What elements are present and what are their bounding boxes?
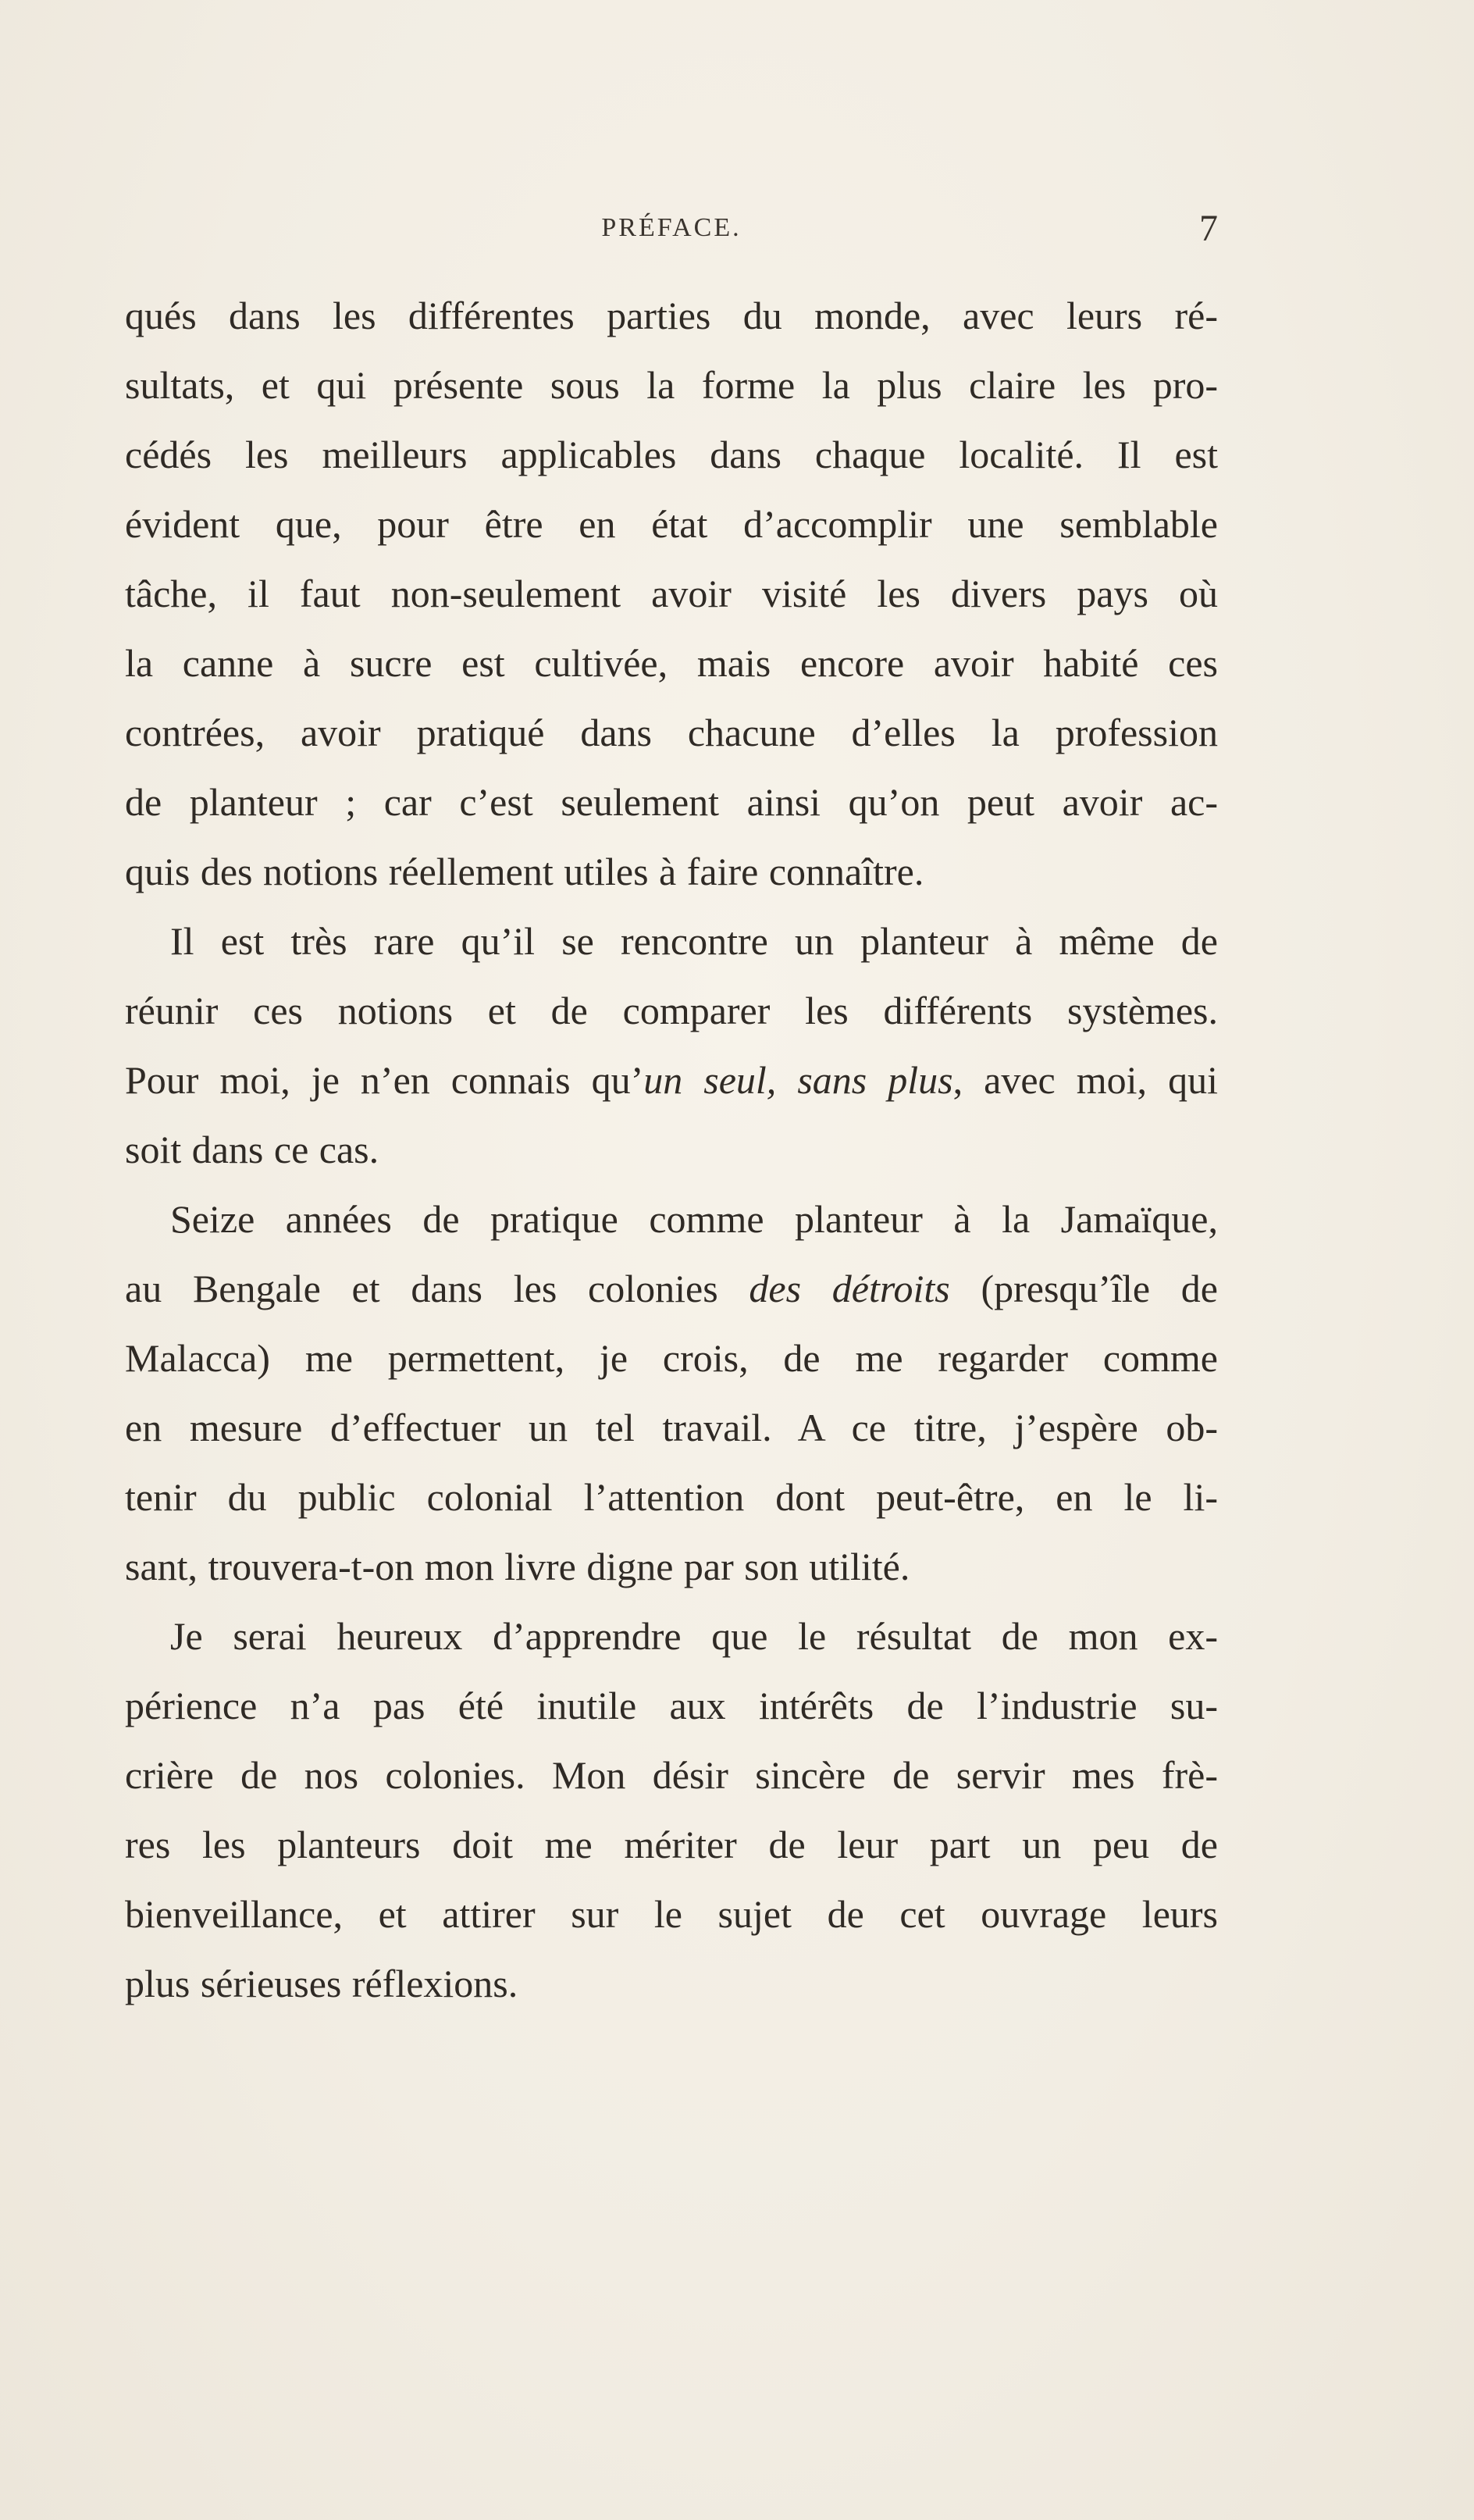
running-title: PRÉFACE. bbox=[601, 213, 742, 242]
text-segment: crière de nos colonies. Mon désir sincère de servir mes frè- bbox=[125, 1753, 1218, 1797]
text-line bbox=[125, 351, 1218, 420]
text-segment: quis des notions réellement utiles à faire connaître. bbox=[125, 850, 924, 893]
text-segment: la canne à sucre est cultivée, mais encore avoir habité ces bbox=[125, 641, 1218, 685]
text-line bbox=[125, 1324, 1218, 1393]
text-line bbox=[125, 1949, 1218, 2019]
text-line bbox=[125, 1602, 1218, 1671]
text-segment: Seize années de pratique comme planteur à la Jamaïque, bbox=[170, 1197, 1218, 1241]
text-line bbox=[125, 837, 1218, 907]
running-head bbox=[125, 207, 1218, 254]
text-segment: sultats, et qui présente sous la forme la plus claire les pro- bbox=[125, 363, 1218, 407]
text-line bbox=[125, 1463, 1218, 1532]
text-segment: contrées, avoir pratiqué dans chacune d’elles la profession bbox=[125, 711, 1218, 754]
text-line bbox=[125, 907, 1218, 976]
text-segment: évident que, pour être en état d’accomplir une semblable bbox=[125, 502, 1218, 546]
text-line bbox=[125, 698, 1218, 768]
text-line bbox=[125, 1741, 1218, 1810]
text-line bbox=[125, 420, 1218, 490]
text-line bbox=[125, 281, 1218, 351]
text-line bbox=[125, 1532, 1218, 1602]
text-segment: tenir du public colonial l’attention dont peut-être, en le li- bbox=[125, 1475, 1218, 1519]
text-segment: Il est très rare qu’il se rencontre un planteur à même de bbox=[170, 919, 1218, 963]
text-segment: , avec moi, qui bbox=[952, 1058, 1218, 1102]
text-segment: périence n’a pas été inutile aux intérêts de l’industrie su- bbox=[125, 1684, 1218, 1727]
text-line bbox=[125, 1810, 1218, 1880]
italic-text: un seul, sans plus bbox=[643, 1058, 953, 1102]
text-line bbox=[125, 976, 1218, 1046]
body-text bbox=[125, 281, 1218, 2019]
text-line bbox=[125, 629, 1218, 698]
text-segment: de planteur ; car c’est seulement ainsi qu’on peut avoir ac- bbox=[125, 780, 1218, 824]
text-segment: Pour moi, je n’en connais qu’ bbox=[125, 1058, 644, 1102]
text-segment: cédés les meilleurs applicables dans chaque localité. Il est bbox=[125, 433, 1218, 476]
text-line bbox=[125, 768, 1218, 837]
text-segment: plus sérieuses réflexions. bbox=[125, 1962, 518, 2005]
text-line bbox=[125, 1880, 1218, 1949]
text-segment: (presqu’île de bbox=[949, 1267, 1218, 1310]
text-segment: au Bengale et dans les colonies bbox=[125, 1267, 749, 1310]
italic-text: des détroits bbox=[749, 1267, 950, 1310]
text-line bbox=[125, 559, 1218, 629]
text-segment: réunir ces notions et de comparer les différents systèmes. bbox=[125, 989, 1218, 1032]
text-line bbox=[125, 490, 1218, 559]
text-segment: res les planteurs doit me mériter de leur part un peu de bbox=[125, 1823, 1218, 1866]
text-segment: soit dans ce cas. bbox=[125, 1128, 379, 1171]
text-line bbox=[125, 1185, 1218, 1254]
text-line bbox=[125, 1115, 1218, 1185]
text-line bbox=[125, 1254, 1218, 1324]
page-number: 7 bbox=[1199, 208, 1218, 249]
text-segment: tâche, il faut non-seulement avoir visité les divers pays où bbox=[125, 572, 1218, 615]
text-segment: Je serai heureux d’apprendre que le résultat de mon ex- bbox=[170, 1614, 1218, 1658]
text-segment: sant, trouvera-t-on mon livre digne par son utilité. bbox=[125, 1545, 910, 1588]
text-line bbox=[125, 1046, 1218, 1115]
text-segment: qués dans les différentes parties du monde, avec leurs ré- bbox=[125, 294, 1218, 337]
text-line bbox=[125, 1393, 1218, 1463]
text-segment: en mesure d’effectuer un tel travail. A ce titre, j’espère ob- bbox=[125, 1406, 1218, 1449]
text-segment: Malacca) me permettent, je crois, de me regarder comme bbox=[125, 1336, 1218, 1380]
text-line bbox=[125, 1671, 1218, 1741]
text-segment: bienveillance, et attirer sur le sujet de cet ouvrage leurs bbox=[125, 1892, 1218, 1936]
